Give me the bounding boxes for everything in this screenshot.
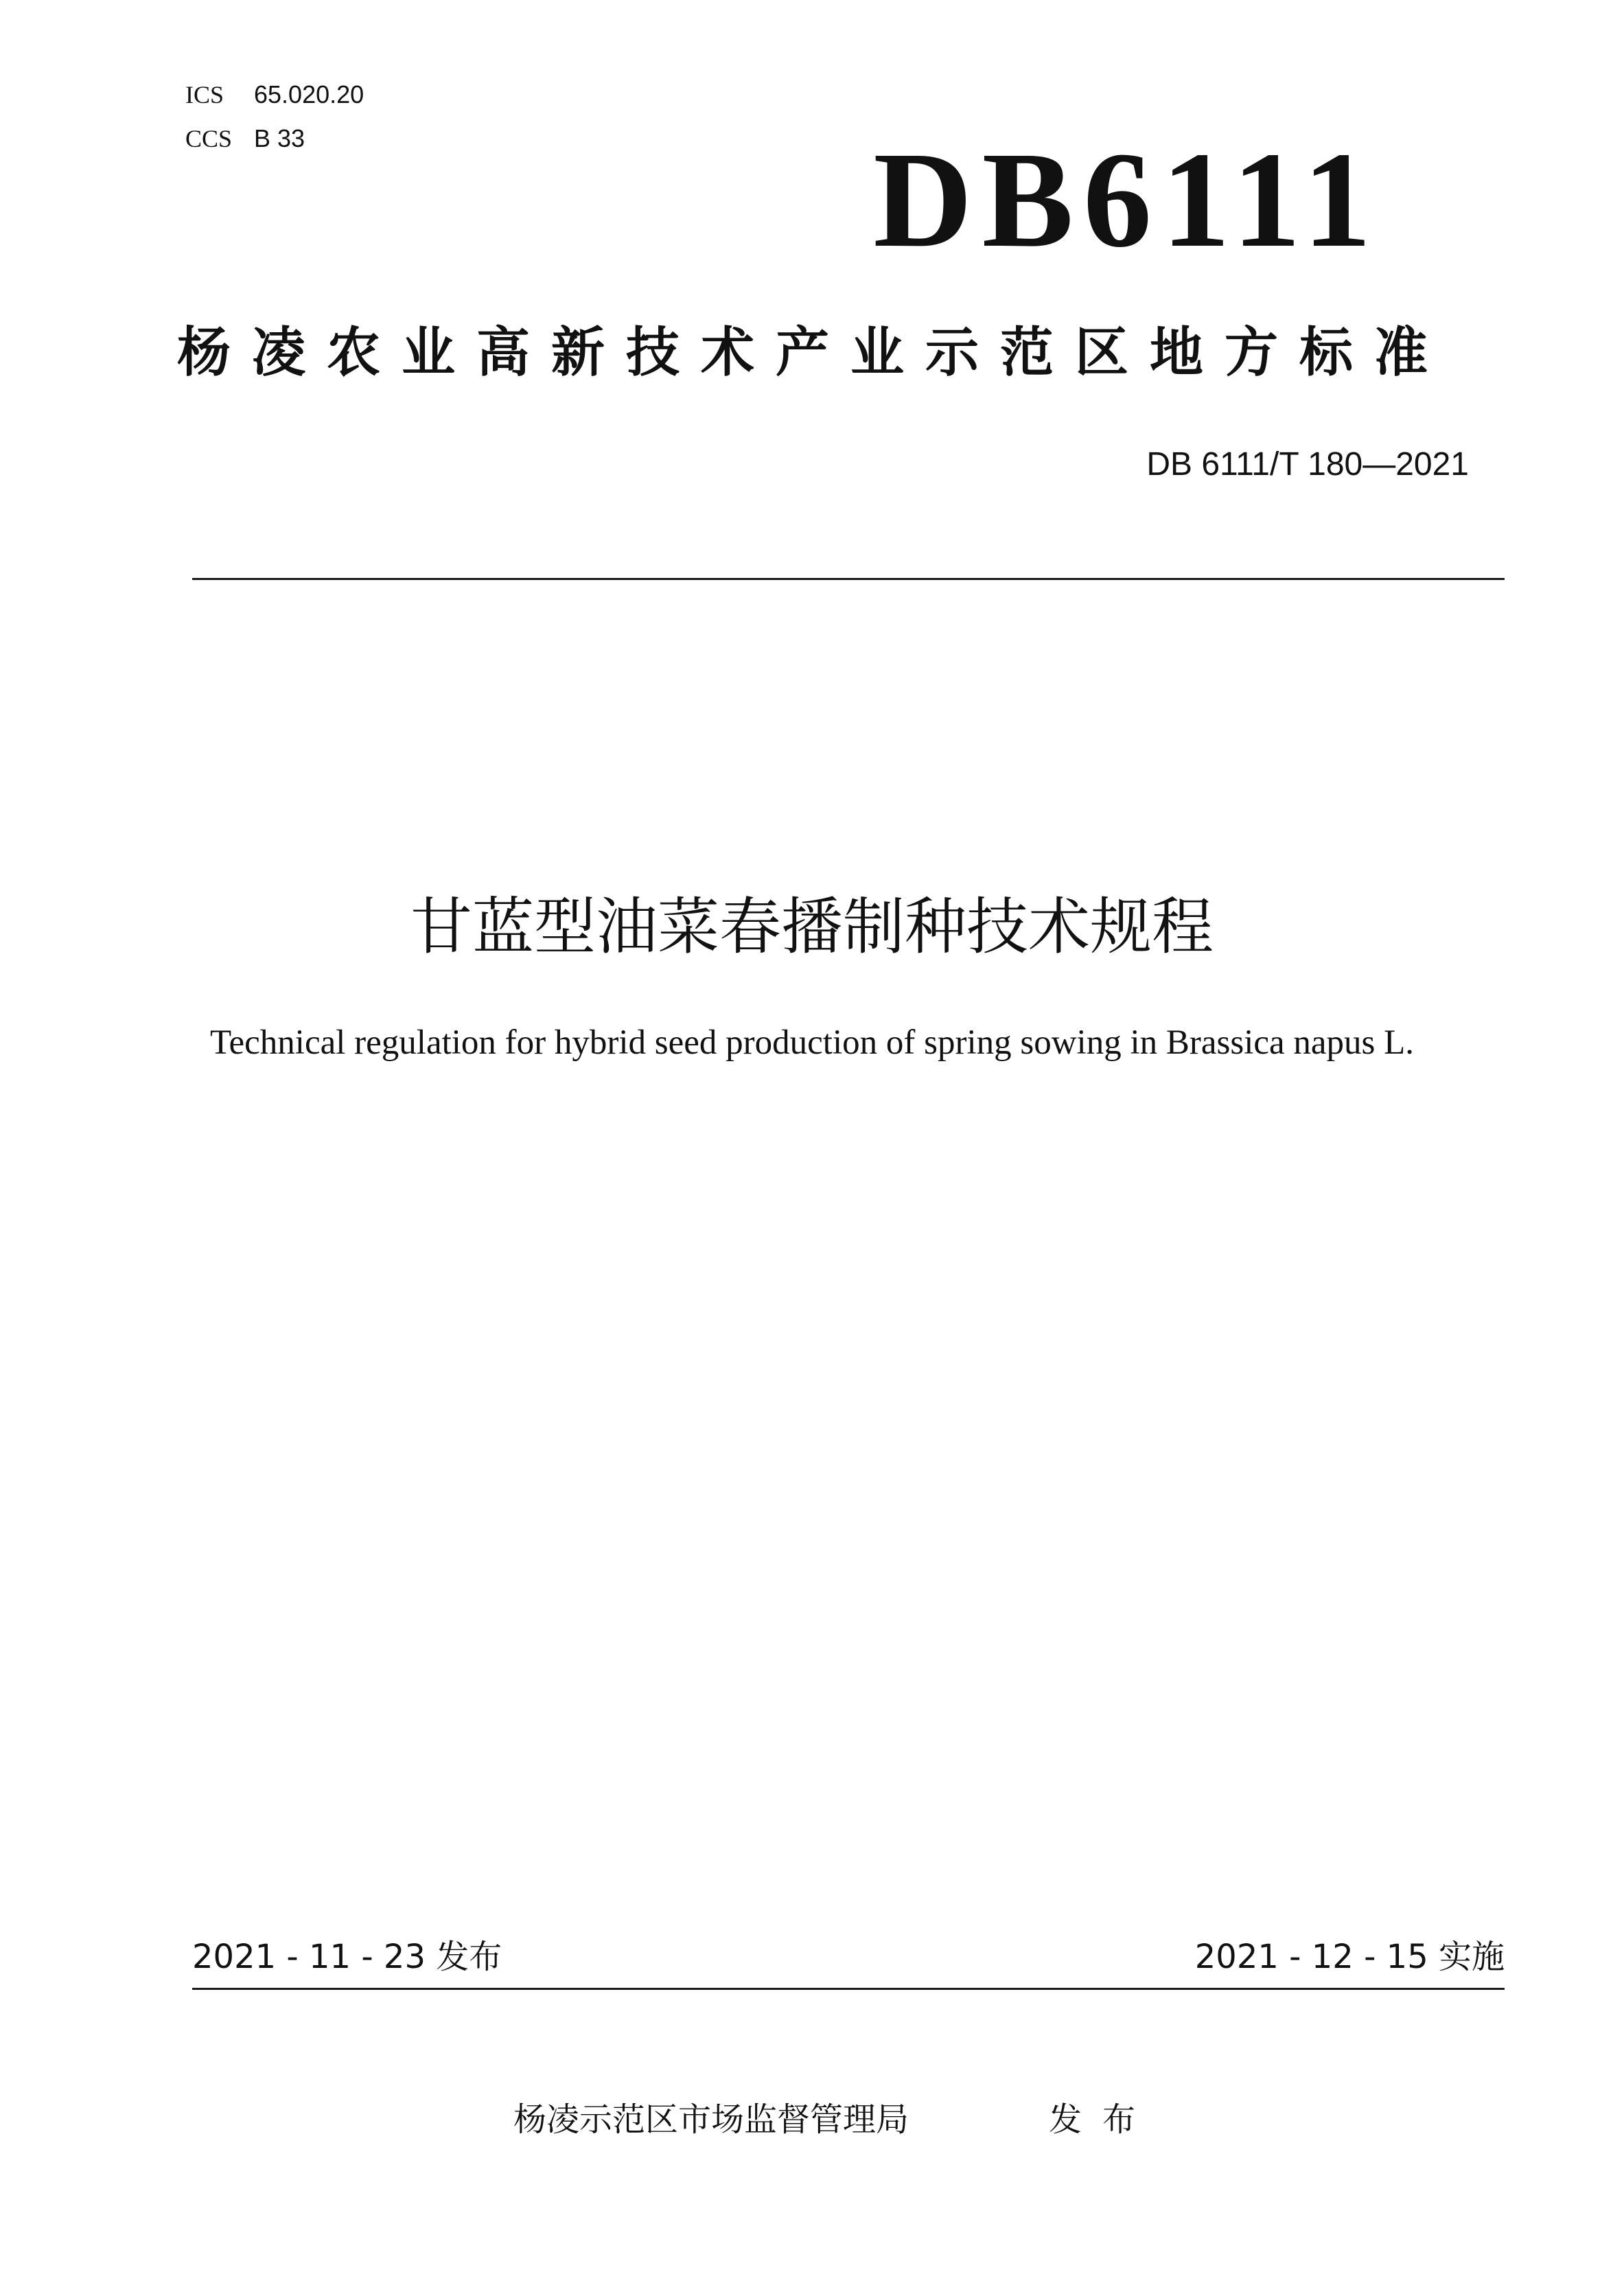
standard-mark: DB6111 bbox=[873, 124, 1381, 276]
title-chinese: 甘蓝型油菜春播制种技术规程 bbox=[410, 891, 1214, 963]
ccs-label: CCS bbox=[185, 125, 233, 152]
ccs-code bbox=[185, 124, 305, 154]
issue-label: 发布 bbox=[1049, 2100, 1157, 2139]
issue-date: 2021 - 11 - 23 发布 bbox=[192, 1938, 502, 1976]
issuing-authority: 杨凌示范区市场监督管理局 bbox=[513, 2100, 909, 2139]
bottom-divider bbox=[192, 1988, 1505, 1990]
standard-number: DB 6111/T 180—2021 bbox=[1146, 446, 1469, 483]
ics-code bbox=[185, 80, 364, 111]
ics-label: ICS bbox=[185, 81, 224, 108]
title-english: Technical regulation for hybrid seed production of spring sowing in Brassica napus L. bbox=[209, 1023, 1415, 1062]
implementation-date: 2021 - 12 - 15 实施 bbox=[1194, 1938, 1505, 1976]
ccs-value: B 33 bbox=[254, 124, 305, 152]
top-divider bbox=[192, 578, 1505, 580]
ics-value: 65.020.20 bbox=[254, 80, 364, 108]
standard-category: 杨凌农业高新技术产业示范区地方标准 bbox=[177, 322, 1450, 384]
